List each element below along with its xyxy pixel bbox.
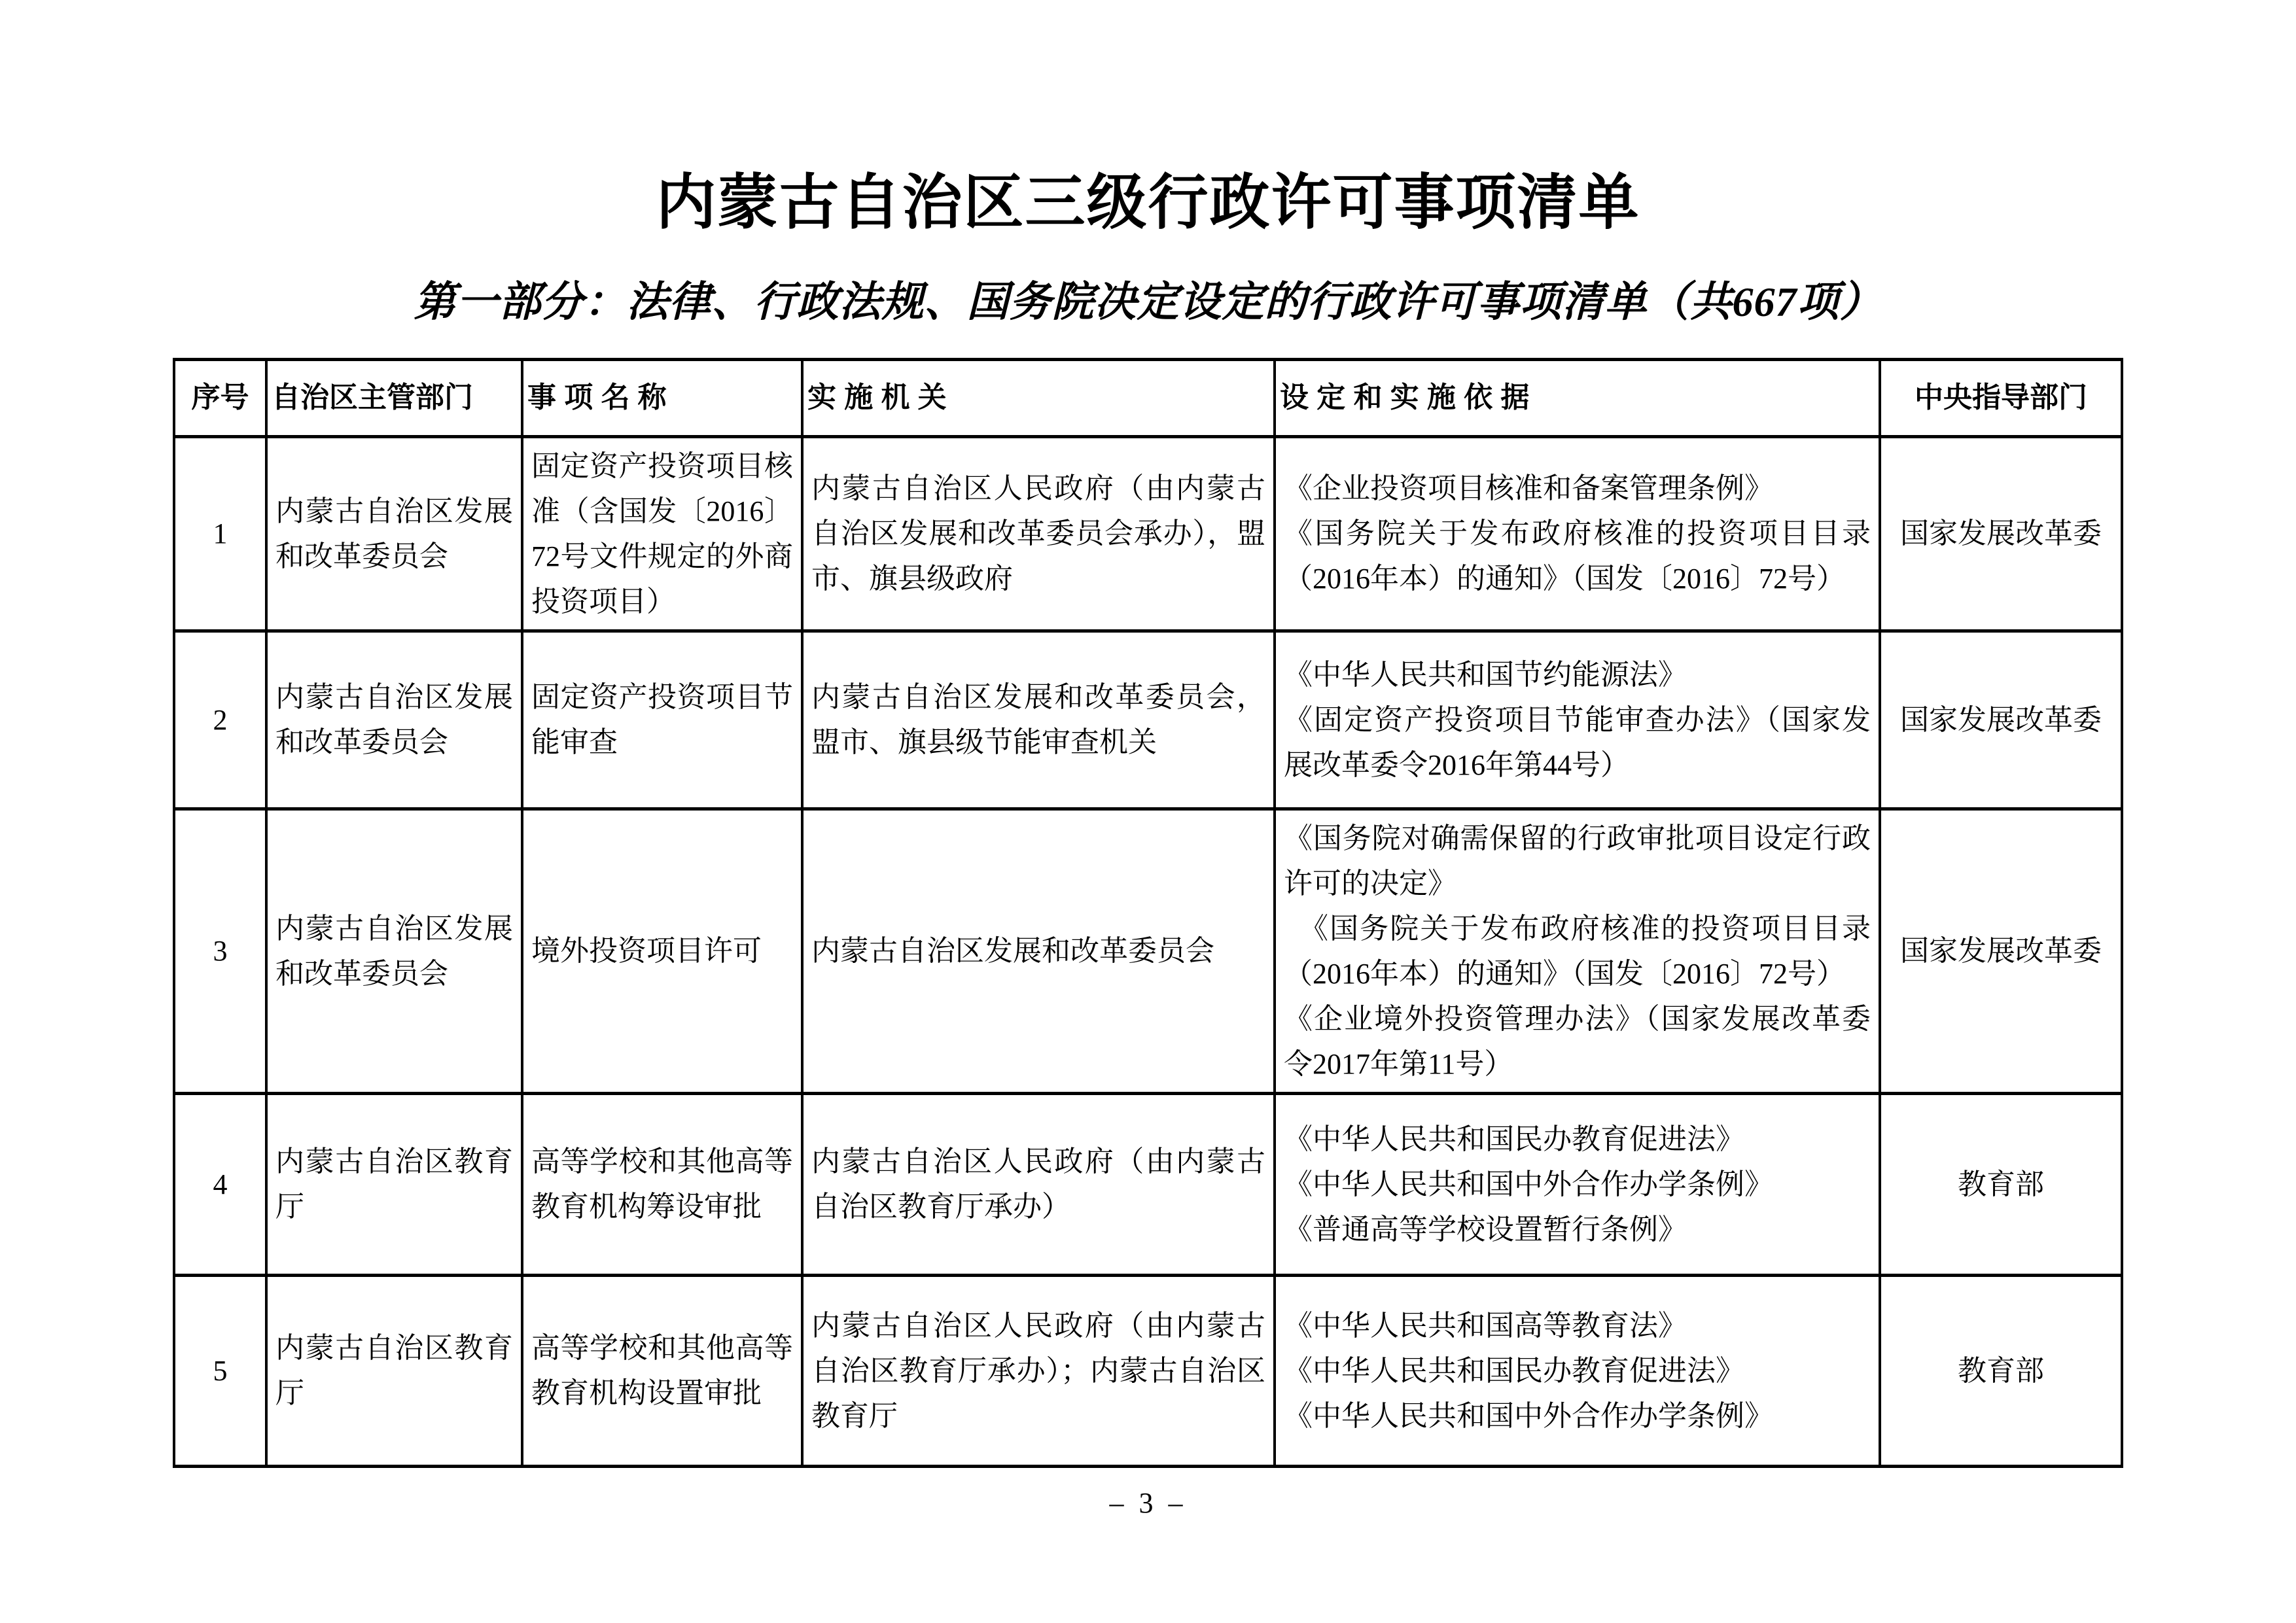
permit-table	[173, 358, 2123, 1468]
row-seq-cell: 4	[174, 1093, 266, 1275]
table-row	[174, 631, 2122, 809]
legal-basis-entry: 《中华人民共和国中外合作办学条例》	[1284, 1399, 1773, 1432]
row-central-dept-cell: 教育部	[1880, 1275, 2122, 1466]
table-header-row	[174, 359, 2122, 436]
row-central-dept-cell: 国家发展改革委	[1880, 809, 2122, 1093]
page-subtitle: 第一部分：法律、行政法规、国务院决定设定的行政许可事项清单（共667项）	[414, 278, 1882, 325]
legal-basis-entry: 《企业投资项目核准和备案管理条例》	[1284, 472, 1773, 505]
legal-basis-entry: 《国务院对确需保留的行政审批项目设定行政许可的决定》	[1284, 822, 1871, 899]
legal-basis-entry: 《中华人民共和国中外合作办学条例》	[1284, 1168, 1773, 1200]
legal-basis-entry: 《固定资产投资项目节能审查办法》（国家发展改革委令2016年第44号）	[1284, 703, 1871, 781]
row-legal-basis-cell	[1275, 1093, 1880, 1275]
row-agency-cell: 内蒙古自治区发展和改革委员会，盟市、旗县级节能审查机关	[802, 631, 1275, 809]
table-row	[174, 1093, 2122, 1275]
page-number: – 3 –	[1109, 1486, 1187, 1519]
table-row	[174, 1275, 2122, 1466]
row-department-cell: 内蒙古自治区发展和改革委员会	[266, 436, 522, 631]
row-agency-cell: 内蒙古自治区人民政府（由内蒙古自治区教育厅承办）	[802, 1093, 1275, 1275]
legal-basis-entry: 《企业境外投资管理办法》（国家发展改革委令2017年第11号）	[1284, 1002, 1871, 1080]
header-cell-central-dept: 中央指导部门	[1880, 359, 2122, 436]
header-cell-agency: 实 施 机 关	[802, 359, 1275, 436]
page-title: 内蒙古自治区三级行政许可事项清单	[656, 169, 1640, 236]
row-agency-cell: 内蒙古自治区人民政府（由内蒙古自治区发展和改革委员会承办），盟市、旗县级政府	[802, 436, 1275, 631]
legal-basis-entry: 《普通高等学校设置暂行条例》	[1284, 1213, 1687, 1246]
row-item-name-cell: 境外投资项目许可	[522, 809, 802, 1093]
row-department-cell: 内蒙古自治区教育厅	[266, 1275, 522, 1466]
row-central-dept-cell: 教育部	[1880, 1093, 2122, 1275]
legal-basis-entry: 《中华人民共和国节约能源法》	[1284, 658, 1687, 691]
row-department-cell: 内蒙古自治区发展和改革委员会	[266, 809, 522, 1093]
table-row	[174, 809, 2122, 1093]
header-cell-item-name: 事 项 名 称	[522, 359, 802, 436]
row-seq-cell: 2	[174, 631, 266, 809]
row-item-name-cell: 固定资产投资项目核准（含国发〔2016〕72号文件规定的外商投资项目）	[522, 436, 802, 631]
legal-basis-entry: 《中华人民共和国民办教育促进法》	[1284, 1123, 1744, 1155]
header-cell-department: 自治区主管部门	[266, 359, 522, 436]
row-legal-basis-cell	[1275, 809, 1880, 1093]
row-central-dept-cell: 国家发展改革委	[1880, 436, 2122, 631]
row-legal-basis-cell	[1275, 631, 1880, 809]
legal-basis-entry: 《国务院关于发布政府核准的投资项目目录（2016年本）的通知》（国发〔2016〕72号）	[1284, 912, 1871, 990]
header-cell-legal-basis: 设 定 和 实 施 依 据	[1275, 359, 1880, 436]
row-agency-cell: 内蒙古自治区发展和改革委员会	[802, 809, 1275, 1093]
row-seq-cell: 3	[174, 809, 266, 1093]
row-central-dept-cell: 国家发展改革委	[1880, 631, 2122, 809]
row-department-cell: 内蒙古自治区教育厅	[266, 1093, 522, 1275]
row-item-name-cell: 高等学校和其他高等教育机构筹设审批	[522, 1093, 802, 1275]
table-row	[174, 436, 2122, 631]
row-department-cell: 内蒙古自治区发展和改革委员会	[266, 631, 522, 809]
row-item-name-cell: 高等学校和其他高等教育机构设置审批	[522, 1275, 802, 1466]
row-seq-cell: 5	[174, 1275, 266, 1466]
legal-basis-entry: 《中华人民共和国民办教育促进法》	[1284, 1354, 1744, 1387]
header-cell-seq: 序号	[174, 359, 266, 436]
row-item-name-cell: 固定资产投资项目节能审查	[522, 631, 802, 809]
legal-basis-entry: 《中华人民共和国高等教育法》	[1284, 1309, 1687, 1342]
row-seq-cell: 1	[174, 436, 266, 631]
row-legal-basis-cell	[1275, 436, 1880, 631]
legal-basis-entry: 《国务院关于发布政府核准的投资项目目录（2016年本）的通知》（国发〔2016〕72号）	[1284, 517, 1871, 595]
row-agency-cell: 内蒙古自治区人民政府（由内蒙古自治区教育厅承办）；内蒙古自治区教育厅	[802, 1275, 1275, 1466]
row-legal-basis-cell	[1275, 1275, 1880, 1466]
